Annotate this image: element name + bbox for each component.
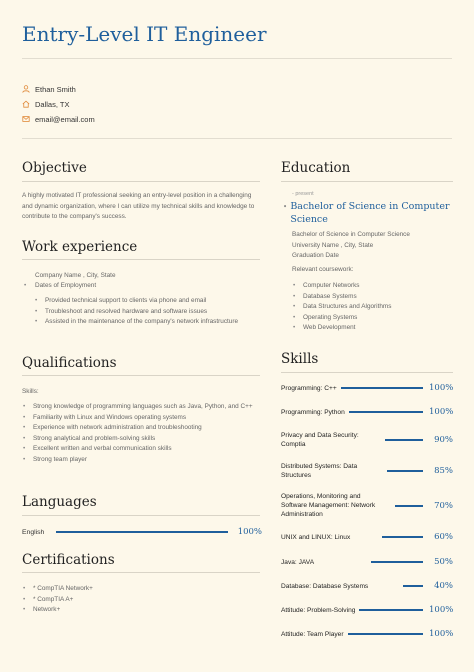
work-heading: Work experience bbox=[22, 239, 138, 255]
certifications-heading: Certifications bbox=[22, 552, 115, 568]
skill-percent: 100% bbox=[429, 383, 454, 393]
language-row bbox=[22, 527, 262, 537]
skill-row bbox=[281, 492, 453, 519]
skill-percent: 60% bbox=[434, 532, 453, 542]
skill-bar-fill bbox=[387, 470, 423, 472]
skill-name: Operations, Monitoring and Software Management: Network Administration bbox=[281, 493, 376, 518]
skill-bar bbox=[359, 609, 423, 611]
contact-text[interactable]: email@email.com bbox=[35, 115, 95, 124]
user-icon bbox=[22, 85, 35, 95]
skill-percent: 85% bbox=[434, 466, 453, 476]
skill-name: Database: Database Systems bbox=[281, 582, 369, 590]
list-item: • Strong team player bbox=[22, 455, 258, 466]
skill-row bbox=[281, 629, 453, 639]
section-divider bbox=[281, 372, 453, 373]
email-icon bbox=[22, 115, 35, 125]
skill-bar bbox=[381, 470, 423, 472]
skill-bar bbox=[349, 411, 423, 413]
skill-name: Programming: C++ bbox=[281, 384, 337, 392]
list-item: • Data Structures and Algorithms bbox=[292, 302, 452, 313]
skill-percent: 90% bbox=[434, 435, 453, 445]
qualifications-heading: Qualifications bbox=[22, 355, 117, 371]
objective-heading: Objective bbox=[22, 160, 87, 176]
skill-name: Privacy and Data Security: Comptia bbox=[281, 432, 359, 448]
skill-bar-fill bbox=[359, 609, 423, 611]
section-divider bbox=[22, 375, 260, 376]
coursework-list bbox=[292, 281, 452, 334]
skill-bar-fill bbox=[395, 505, 423, 507]
list-item: • Excellent written and verbal communication skills bbox=[22, 444, 258, 455]
skill-percent: 70% bbox=[434, 500, 453, 511]
skill-bar bbox=[348, 633, 423, 635]
skill-row bbox=[281, 383, 453, 393]
section-divider bbox=[22, 572, 260, 573]
coursework-label: Relevant coursework: bbox=[292, 265, 354, 273]
work-bullets bbox=[34, 296, 256, 328]
list-item: • Familiarity with Linux and Windows operating systems bbox=[22, 413, 258, 424]
education-line: University Name , City, State bbox=[292, 241, 374, 249]
list-item: • Computer Networks bbox=[292, 281, 452, 292]
section-divider bbox=[22, 259, 260, 260]
qualifications-list bbox=[22, 402, 258, 465]
skill-bar bbox=[341, 387, 423, 389]
languages-heading: Languages bbox=[22, 494, 97, 510]
education-degree: Bachelor of Science in Computer Science bbox=[290, 201, 450, 225]
skill-name: Distributed Systems: Data Structures bbox=[281, 463, 358, 479]
contact-text: Ethan Smith bbox=[35, 85, 76, 94]
skill-percent: 100% bbox=[429, 629, 454, 639]
education-heading: Education bbox=[281, 160, 351, 176]
language-bar bbox=[56, 531, 228, 533]
skill-bar bbox=[372, 585, 423, 587]
skill-percent: 100% bbox=[429, 605, 454, 615]
skill-bar-fill bbox=[382, 536, 423, 538]
skills-heading: Skills bbox=[281, 351, 319, 367]
list-item: • Provided technical support to clients via phone and email bbox=[34, 296, 256, 307]
skill-bar bbox=[383, 505, 423, 507]
language-name: English bbox=[22, 528, 45, 536]
education-line: Graduation Date bbox=[292, 252, 339, 259]
skill-row bbox=[281, 605, 453, 615]
skill-bar bbox=[318, 561, 423, 563]
skill-bar bbox=[354, 536, 423, 538]
education-details bbox=[292, 230, 452, 275]
skill-row bbox=[281, 462, 453, 480]
skill-name: Java: JAVA bbox=[281, 558, 315, 566]
contact-location bbox=[22, 97, 95, 112]
header-divider bbox=[22, 58, 452, 59]
skill-percent: 50% bbox=[434, 557, 453, 567]
list-item: • * CompTIA Network+ bbox=[22, 584, 258, 595]
list-item: • Strong analytical and problem-solving skills bbox=[22, 434, 258, 445]
section-divider bbox=[22, 181, 260, 182]
work-dates: • Dates of Employment bbox=[23, 281, 253, 292]
skill-row bbox=[281, 557, 453, 567]
section-divider bbox=[22, 515, 260, 516]
bullet-icon: • bbox=[283, 203, 288, 211]
skill-row bbox=[281, 407, 453, 417]
certifications-list bbox=[22, 584, 258, 616]
skill-name: Programming: Python bbox=[281, 408, 345, 416]
list-item: • Operating Systems bbox=[292, 313, 452, 324]
skill-bar-fill bbox=[349, 411, 423, 413]
list-item: • Database Systems bbox=[292, 292, 452, 303]
work-company: Company Name , City, State bbox=[35, 272, 116, 279]
list-item: • Network+ bbox=[22, 605, 258, 616]
skill-bar-fill bbox=[403, 585, 423, 587]
location-icon bbox=[22, 100, 35, 110]
education-degree-row bbox=[283, 201, 453, 226]
contact-list bbox=[22, 82, 95, 127]
resume-title: Entry-Level IT Engineer bbox=[22, 22, 267, 46]
list-item: • Strong knowledge of programming languages such as Java, Python, and C++ bbox=[22, 402, 258, 413]
list-item: • Troubleshoot and resolved hardware and software issues bbox=[34, 307, 256, 318]
education-date: - present bbox=[292, 191, 314, 197]
skill-row bbox=[281, 581, 453, 591]
qualifications-label: Skills: bbox=[22, 388, 39, 395]
education-line: Bachelor of Science in Computer Science bbox=[292, 231, 410, 238]
language-percent: 100% bbox=[237, 527, 262, 537]
skill-percent: 100% bbox=[429, 407, 454, 417]
contact-text: Dallas, TX bbox=[35, 100, 70, 109]
contact-name bbox=[22, 82, 95, 97]
objective-text: A highly motivated IT professional seeking an entry-level position in a challenging and dynamic organization, where I can utilize my technical skills and knowledge to contribute to the company's success. bbox=[22, 192, 255, 220]
work-dates-list bbox=[23, 281, 253, 292]
skill-row bbox=[281, 431, 453, 449]
language-bar-fill bbox=[56, 531, 228, 533]
skill-name: UNIX and LINUX: Linux bbox=[281, 533, 351, 541]
contact-email[interactable] bbox=[22, 112, 95, 127]
skill-bar-fill bbox=[371, 561, 423, 563]
skill-name: Attitude: Problem-Solving bbox=[281, 606, 356, 614]
skill-bar-fill bbox=[341, 387, 423, 389]
list-item: • Experience with network administration and troubleshooting bbox=[22, 423, 258, 434]
list-item: • Web Development bbox=[292, 323, 452, 334]
skill-row bbox=[281, 532, 453, 542]
section-divider bbox=[281, 181, 453, 182]
skill-percent: 40% bbox=[434, 581, 453, 591]
skill-bar-fill bbox=[348, 633, 423, 635]
skill-bar bbox=[381, 439, 423, 441]
skill-name: Attitude: Team Player bbox=[281, 630, 344, 638]
header-bottom-divider bbox=[22, 138, 452, 139]
list-item: • * CompTIA A+ bbox=[22, 595, 258, 606]
skill-bar-fill bbox=[385, 439, 423, 441]
list-item: • Assisted in the maintenance of the company's network infrastructure bbox=[34, 317, 256, 328]
